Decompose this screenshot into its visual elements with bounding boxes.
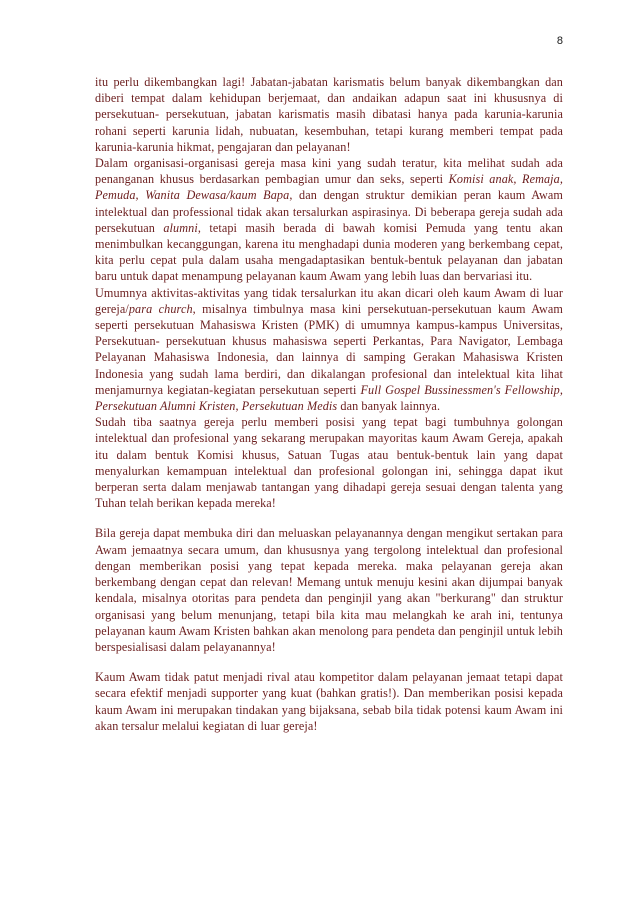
text-run: Dalam organisasi-organisasi gereja masa kini yang sudah teratur, kita melihat sudah ada penanganan khusus berdasarkan pembagian umur dan seks, seperti bbox=[95, 156, 563, 187]
paragraph bbox=[95, 155, 563, 285]
text-run: , dan dengan struktur demikian peran kaum Awam intelektual dan professional tidak akan tersalurkan aspirasinya. Di beberapa gereja sudah ada persekutuan bbox=[95, 188, 564, 235]
text-run: , misalnya timbulnya masa kini persekutuan-persekutuan kaum Awam seperti persekutuan Mahasiswa Kristen (PMK) di umumnya kampus-kampus Universitas, Persekutuan- persekutuan khusus mahasiswa seperti Perkantas, Para Navigator, Lembaga Pelayanan Mahasiswa Indonesia, dan lainnya di samping Gerakan Mahasiswa Kristen Indonesia yang sudah lama berdiri, dan dikalangan profesional dan intelektual kita lihat menjamurnya kegiatan-kegiatan persekutuan seperti bbox=[95, 301, 564, 397]
italic-text: Komisi anak, Remaja, Pemuda, Wanita Dewasa/kaum Bapa bbox=[95, 172, 564, 203]
text-run: Kaum Awam tidak patut menjadi rival atau kompetitor dalam pelayanan jemaat tetapi dapat secara efektif menjadi supporter yang kuat (bahkan gratis!). Dan memberikan posisi kepada kaum Awam ini merupakan tindakan yang bijaksana, sebab bila tidak potensi kaum Awam ini akan tersalur melalui kegiatan di luar gereja! bbox=[95, 670, 563, 733]
text-run: itu perlu dikembangkan lagi! Jabatan-jabatan karismatis belum banyak dikembangkan dan diberi tempat dalam kehidupan berjemaat, dan andaikan adapun saat ini khususnya di persekutuan- persekutuan, jabatan karismatis masih dibatasi hanya pada karunia-karunia rohani seperti karunia lidah, nubuatan, kesembuhan, tetapi kurang memberi tempat pada karunia-karunia hikmat, pengajaran dan pelayanan! bbox=[95, 75, 563, 154]
body-text bbox=[95, 74, 563, 734]
page-number: 8 bbox=[556, 35, 563, 47]
text-run: Umumnya aktivitas-aktivitas yang tidak tersalurkan itu akan dicari oleh kaum Awam di luar gereja/ bbox=[95, 285, 563, 316]
text-run: dan banyak lainnya. bbox=[337, 399, 441, 414]
paragraph bbox=[95, 285, 563, 415]
paragraph bbox=[95, 74, 563, 155]
italic-text: alumni bbox=[163, 220, 198, 235]
paragraph bbox=[95, 414, 563, 511]
text-run: Bila gereja dapat membuka diri dan meluaskan pelayanannya dengan mengikut sertakan para Awam jemaatnya secara umum, dan khususnya yang tergolong intelektual dan profesional dengan memberikan posisi yang tepat kepada mereka. maka pelayanan gereja akan berkembang dengan cepat dan relevan! Memang untuk menuju kesini akan dijumpai banyak kendala, misalnya otoritas para pendeta dan penginjil yang akan "berkurang" dan struktur organisasi yang belum menunjang, tetapi bila kita mau melangkah ke arah ini, tentunya pelayanan kaum Awam Kristen bahkan akan menolong para pendeta dan penginjil untuk lebih berspesialisasi dalam pelayanannya! bbox=[95, 526, 563, 654]
italic-text: Full Gospel Bussinessmen's Fellowship, Persekutuan Alumni Kristen, Persekutuan Medis bbox=[95, 382, 563, 414]
text-run: , tetapi masih berada di bawah komisi Pemuda yang tentu akan menimbulkan kecanggungan, karena itu menghadapi dunia moderen yang berkembang cepat, kita perlu cepat pula dalam usaha mengadaptasikan bentuk-bentuk pelayanan dan jabatan baru untuk dapat menampung pelayanan kaum Awam yang lebih luas dan bervariasi itu. bbox=[95, 220, 563, 284]
paragraph bbox=[95, 525, 563, 655]
italic-text: para church bbox=[128, 301, 193, 316]
text-run: Sudah tiba saatnya gereja perlu memberi posisi yang tepat bagi tumbuhnya golongan intelektual dan profesional yang sekarang merupakan mayoritas kaum Awam Gereja, apakah itu dalam bentuk Komisi khusus, Satuan Tugas atau bentuk-bentuk lain yang dapat menyalurkan kemampuan intelektual dan profesional golongan ini, sehingga dapat ikut berperan serta dalam menjawab tantangan yang dihadapi gereja sesuai dengan talenta yang Tuhan telah berikan kepada mereka! bbox=[95, 415, 563, 511]
paragraph bbox=[95, 669, 563, 734]
